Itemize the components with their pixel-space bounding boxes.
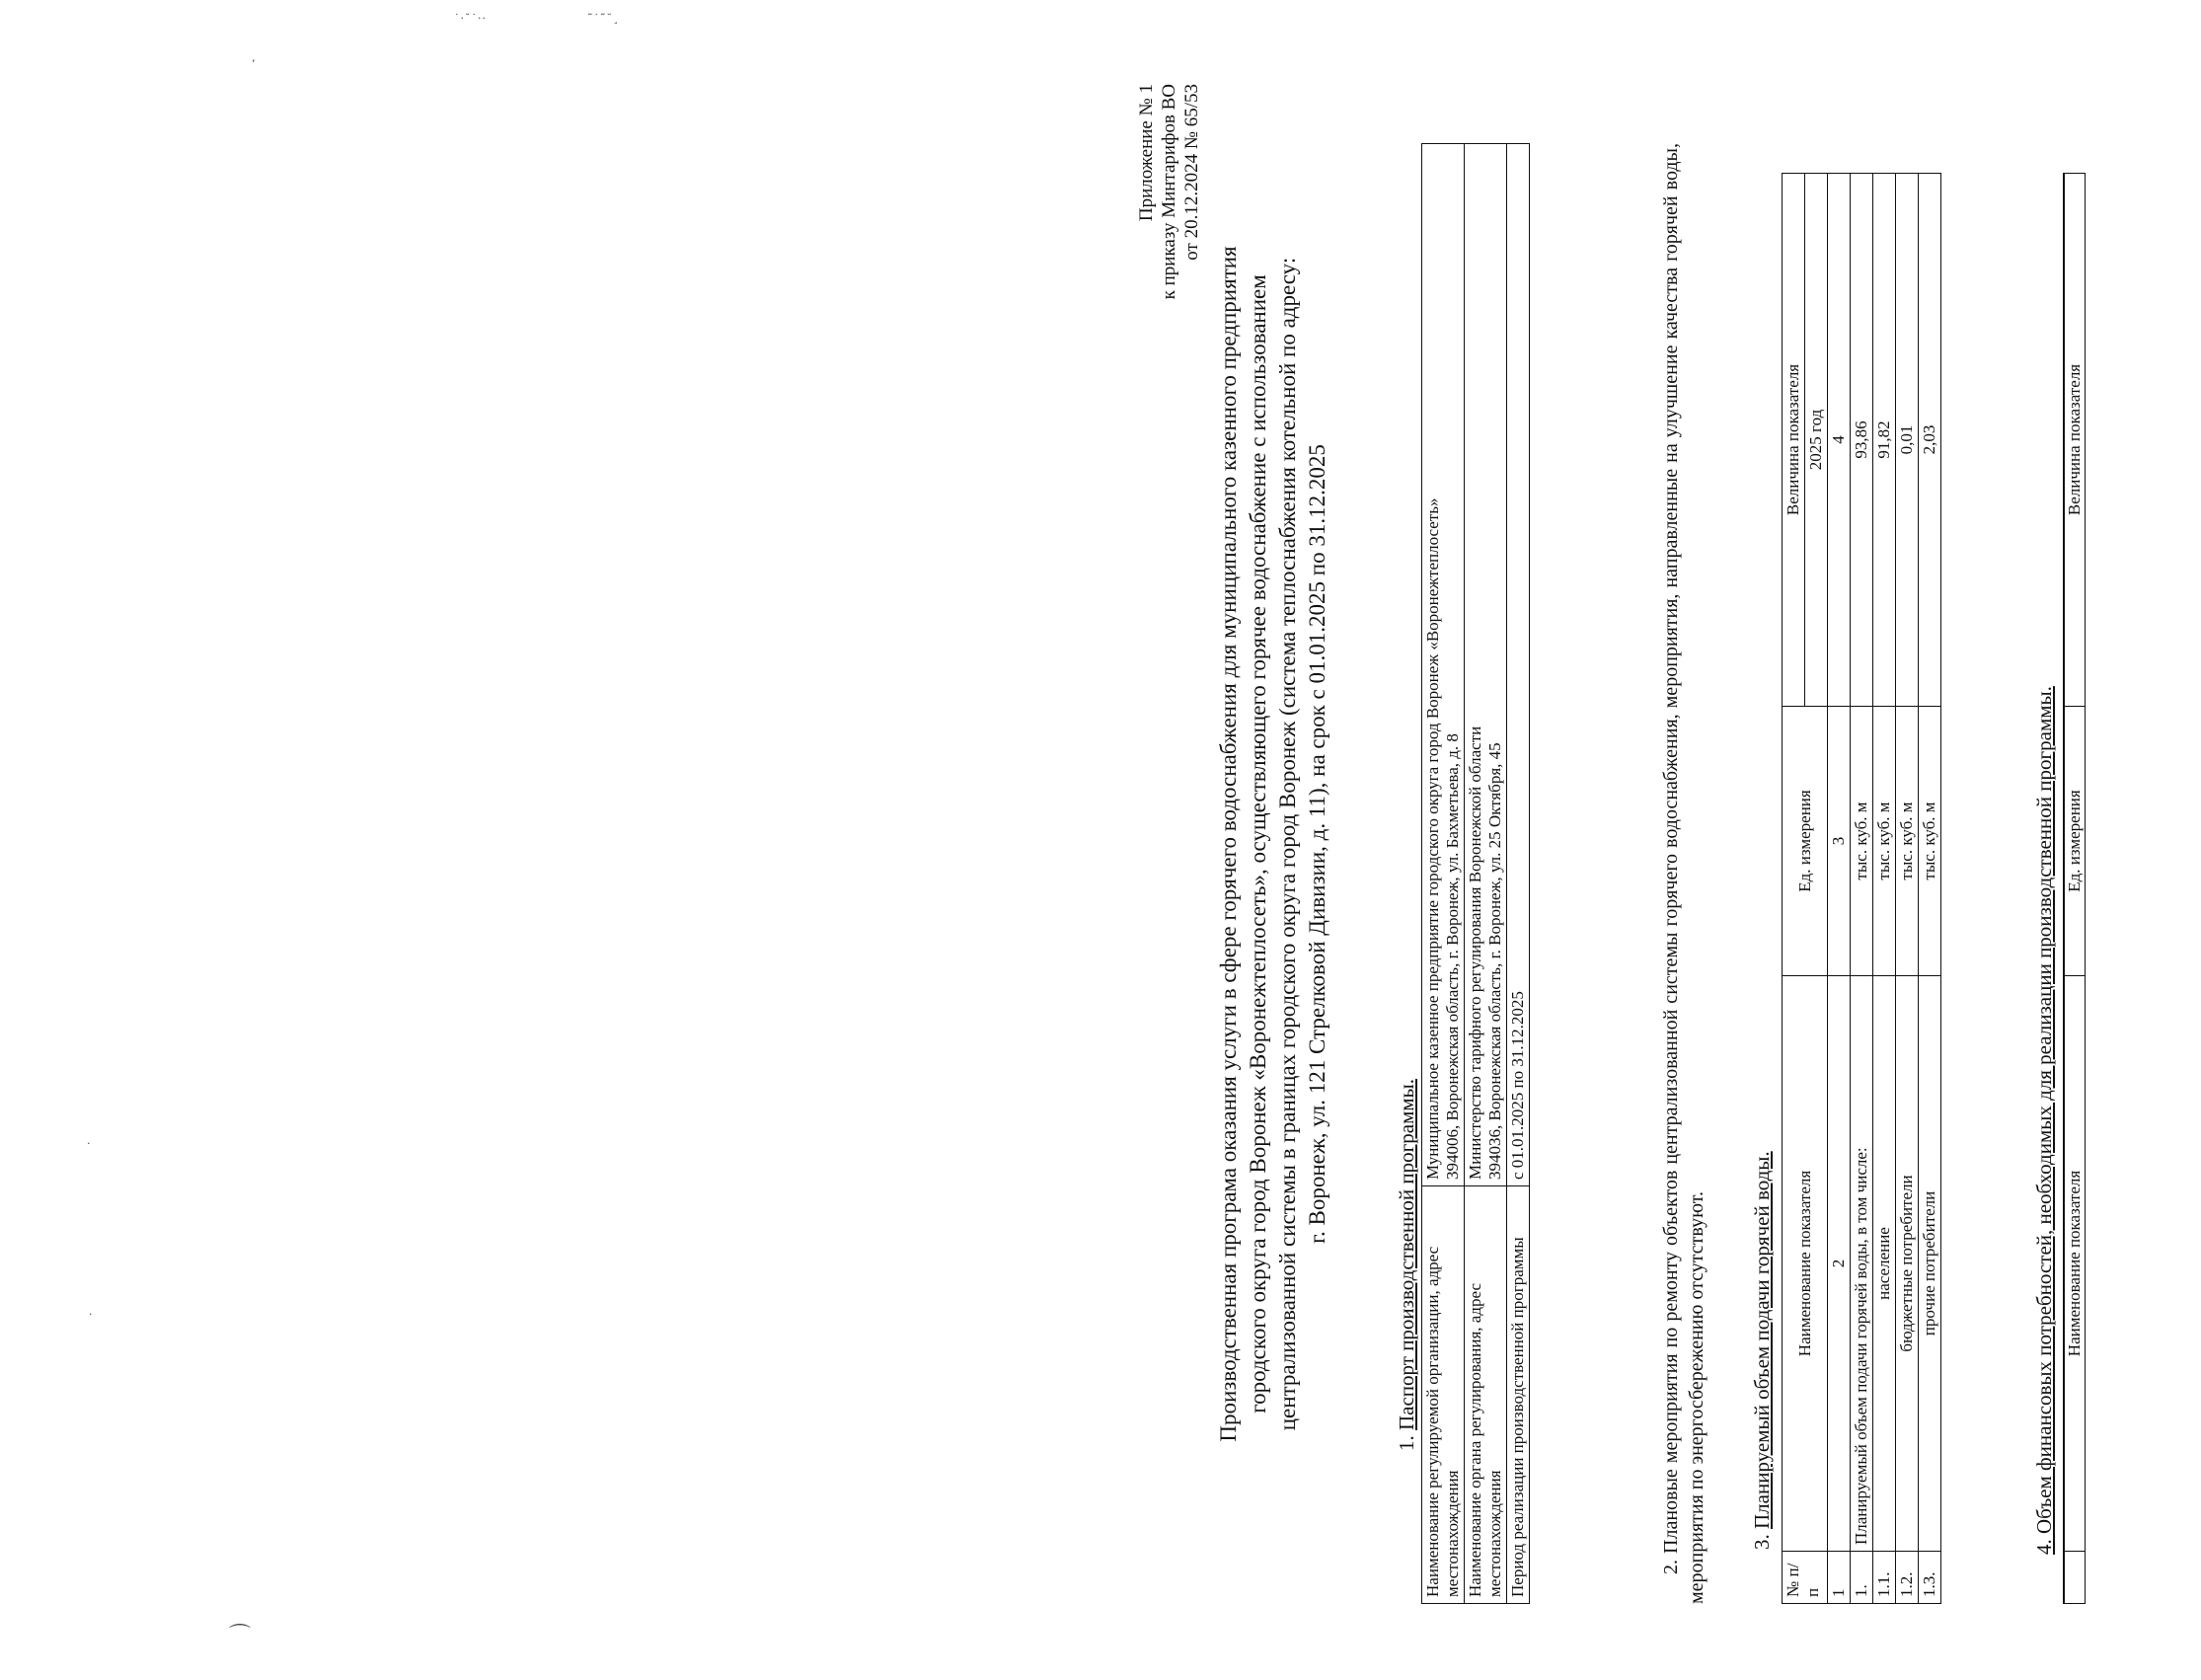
title-line: г. Воронеж, ул. 121 Стрелковой Дивизии, д. 11), на срок с 01.01.2025 по 31.12.2025: [1305, 444, 1329, 1244]
table-cell: 3: [1828, 707, 1851, 976]
table-cell: прочие потребители: [1919, 976, 1941, 1552]
table-index-row: [1828, 174, 1851, 1604]
scan-artifact-icon: ˙·˘˙··: [454, 12, 487, 25]
column-header: [2064, 1552, 2086, 1604]
table-cell: [1465, 144, 1507, 1186]
cell-line: Муниципальное казенное предприятие городского округа город Воронеж «Воронежтеплосеть»: [1423, 497, 1442, 1180]
column-header: Наименование показателя: [2064, 976, 2086, 1552]
section1-heading: [1394, 1079, 1419, 1451]
table-cell: тыс. куб. м: [1851, 707, 1873, 976]
cell-line: 394006, Воронежская область, г. Воронеж, ул. Бахметьева, д. 8: [1443, 733, 1462, 1180]
table-cell: население: [1873, 976, 1896, 1552]
scan-artifact-icon: ˜˙˜˘¸: [587, 12, 620, 25]
scan-artifact-icon: ⌒: [229, 1624, 253, 1648]
table-cell: бюджетные потребители: [1896, 976, 1919, 1552]
table-cell: 1.1.: [1873, 1552, 1896, 1604]
table-row: [1851, 174, 1873, 1604]
section-title: Планируемый объем подачи горячей воды.: [1750, 1151, 1774, 1529]
table-cell: 1.: [1851, 1552, 1873, 1604]
table-cell: 0,01: [1896, 174, 1919, 707]
column-header: Величина показателя: [2064, 174, 2086, 707]
table-cell: 2: [1828, 976, 1851, 1552]
table-cell: Планируемый объем подачи горячей воды, в том числе:: [1851, 976, 1873, 1552]
column-header: Ед. измерения: [1783, 707, 1828, 976]
section-title: 4. Объем финансовых потребностей, необходимых для реализации производственной программы.: [2032, 686, 2056, 1555]
appendix-line: Приложение № 1: [1136, 84, 1157, 222]
section2-text: 2. Плановые мероприятия по ремонту объектов централизованной системы горячего водоснабжения, мероприятия, направленные на улучшение качества горячей воды, мероприятия по энергосбережению отсутствуют.: [1660, 143, 1708, 1604]
column-header: 2025 год: [1805, 174, 1828, 707]
appendix-line: от 20.12.2024 № 65/53: [1181, 84, 1202, 261]
appendix-header: [1135, 84, 1203, 299]
table-row: [1873, 174, 1896, 1604]
cell-line: Министерство тарифного регулирования Воронежской области: [1466, 725, 1484, 1180]
table-cell: Период реализации производственной программы: [1507, 1186, 1530, 1604]
table-row: [1919, 174, 1941, 1604]
table-cell: 91,82: [1873, 174, 1896, 707]
table-header-row: [2064, 174, 2086, 1604]
cell-line: 394036, Воронежская область, г. Воронеж, ул. 25 Октября, 45: [1485, 742, 1504, 1180]
table-cell: 1.3.: [1919, 1552, 1941, 1604]
passport-table: [1421, 143, 1530, 1604]
scan-artifact-icon: ·: [89, 1308, 94, 1321]
table-cell: 1: [1828, 1552, 1851, 1604]
table-row: [1507, 144, 1530, 1604]
table-cell: [1422, 144, 1465, 1186]
title-line: городского округа город Воронеж «Воронежтеплосеть», осуществляющего горячее водоснабжение с использованием: [1246, 274, 1270, 1413]
table-cell: тыс. куб. м: [1919, 707, 1941, 976]
table-cell: 1.2.: [1896, 1552, 1919, 1604]
column-header: Ед. измерения: [2064, 707, 2086, 976]
section-number: 3.: [1750, 1534, 1774, 1550]
table-cell: Наименование органа регулирования, адрес местонахождения: [1465, 1186, 1507, 1604]
table-row: [1465, 144, 1507, 1604]
scan-artifact-icon: ‚: [252, 51, 257, 64]
table-header-row: [1783, 174, 1805, 1604]
table-cell: Наименование регулируемой организации, адрес местонахождения: [1422, 1186, 1465, 1604]
finance-table: [2063, 173, 2086, 1604]
table-cell: 4: [1828, 174, 1851, 707]
volume-table: [1782, 173, 1941, 1604]
column-header: Наименование показателя: [1783, 976, 1828, 1552]
rotated-document: [1135, 84, 2201, 1604]
table-cell: с 01.01.2025 по 31.12.2025: [1507, 144, 1530, 1186]
appendix-line: к приказу Минтарифов ВО: [1159, 84, 1179, 300]
section-title: Паспорт производственной программы.: [1395, 1078, 1418, 1430]
column-header: № п/п: [1783, 1552, 1828, 1604]
section4-heading: [2031, 123, 2057, 1555]
table-cell: тыс. куб. м: [1896, 707, 1919, 976]
document-title: [1214, 84, 1332, 1604]
table-cell: 2,03: [1919, 174, 1941, 707]
column-header: Величина показателя: [1783, 174, 1805, 707]
title-line: централизованной системы в границах городского округа город Воронеж (система теплоснабжения котельной по адресу:: [1275, 257, 1300, 1431]
section-number: 1.: [1395, 1435, 1418, 1451]
table-cell: тыс. куб. м: [1873, 707, 1896, 976]
table-cell: 93,86: [1851, 174, 1873, 707]
table-row: [1896, 174, 1919, 1604]
table-row: [1422, 144, 1465, 1604]
section3-heading: [1749, 1151, 1775, 1550]
title-line: Производственная програма оказания услуги в сфере горячего водоснабжения для муниципального казенного предприятия: [1216, 246, 1241, 1442]
scan-artifact-icon: ·: [87, 1137, 92, 1150]
